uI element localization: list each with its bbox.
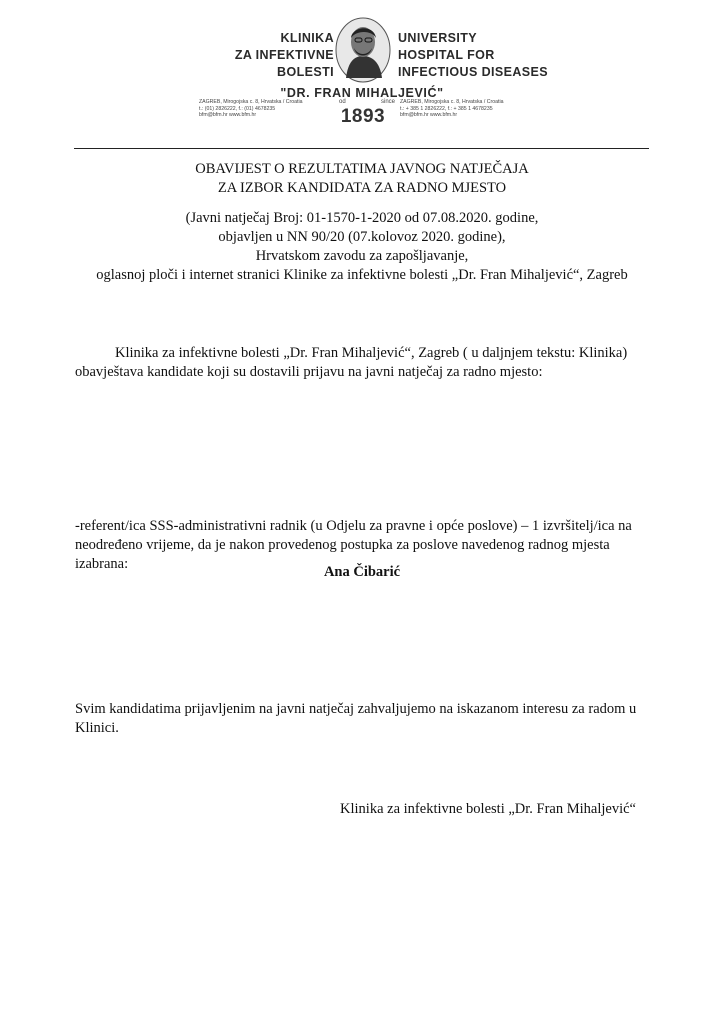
letterhead-right-line: HOSPITAL FOR <box>398 48 495 62</box>
document-title <box>0 160 724 198</box>
info-line: Hrvatskom zavodu za zapošljavanje, <box>255 248 469 264</box>
title-line: OBAVIJEST O REZULTATIMA JAVNOG NATJEČAJA <box>195 161 529 177</box>
intro-line: Klinika za infektivne bolesti „Dr. Fran Mihaljević“, Zagreb ( u daljnjem tekstu: Klinika) <box>115 345 628 361</box>
letterhead-left-line: KLINIKA <box>280 31 334 45</box>
position-line: neodređeno vrijeme, da je nakon provedenog postupka za poslove navedenog radnog mjesta <box>75 537 610 553</box>
signature: Klinika za infektivne bolesti „Dr. Fran Mihaljević“ <box>340 801 636 817</box>
thanks-paragraph <box>75 700 655 738</box>
address-line: ZAGREB, Mirogojska c. 8, Hrvatska / Croatia <box>400 99 504 105</box>
title-line: ZA IZBOR KANDIDATA ZA RADNO MJESTO <box>217 180 507 196</box>
address-english <box>400 99 504 119</box>
address-line: bfm@bfm.hr www.bfm.hr <box>199 112 257 119</box>
letterhead-right-line: UNIVERSITY <box>398 31 478 45</box>
header-divider <box>74 148 649 149</box>
competition-info <box>0 209 724 285</box>
address-line: ZAGREB, Mirogojska c. 8, Hrvatska / Croatia <box>199 99 303 105</box>
founded-year: 1893 <box>340 106 386 127</box>
address-line: bfm@bfm.hr www.bfm.hr <box>400 112 458 119</box>
thanks-line: Klinici. <box>75 720 119 736</box>
letterhead-croatian-name <box>235 30 334 81</box>
info-line: oglasnoj ploči i internet stranici Klinike za infektivne bolesti „Dr. Fran Mihaljević“, Zagreb <box>96 267 628 283</box>
intro-paragraph <box>75 344 650 382</box>
intro-line: obavještava kandidate koji su dostavili prijavu na javni natječaj za radno mjesto: <box>75 364 543 380</box>
address-line: t.: + 385 1 2826222, f.: + 385 1 4678235 <box>400 105 493 112</box>
info-line: objavljen u NN 90/20 (07.kolovoz 2020. godine), <box>218 229 506 245</box>
selected-candidate-name: Ana Čibarić <box>323 564 401 580</box>
letterhead-right-line: INFECTIOUS DISEASES <box>398 65 548 79</box>
position-line: -referent/ica SSS-administrativni radnik (u Odjelu za pravne i opće poslove) – 1 izvršitelj/ica na <box>75 518 632 534</box>
letterhead-left-line: BOLESTI <box>277 65 334 79</box>
since-label: since <box>380 99 395 105</box>
portrait-logo-icon <box>334 16 392 84</box>
letterhead-english-name <box>398 30 548 81</box>
address-line: t.: (01) 2826222, f.: (01) 4678235 <box>199 105 276 112</box>
thanks-line: Svim kandidatima prijavljenim na javni natječaj zahvaljujemo na iskazanom interesu za radom u <box>75 701 637 717</box>
position-line: izabrana: <box>75 556 129 572</box>
address-croatian <box>199 99 303 119</box>
letterhead <box>0 0 724 150</box>
letterhead-left-line: ZA INFEKTIVNE <box>234 48 334 62</box>
info-line: (Javni natječaj Broj: 01-1570-1-2020 od 07.08.2020. godine, <box>185 210 539 226</box>
od-label: od <box>339 99 346 105</box>
letterhead-hospital-name: "DR. FRAN MIHALJEVIĆ" <box>280 86 444 100</box>
founded-label <box>339 99 395 105</box>
